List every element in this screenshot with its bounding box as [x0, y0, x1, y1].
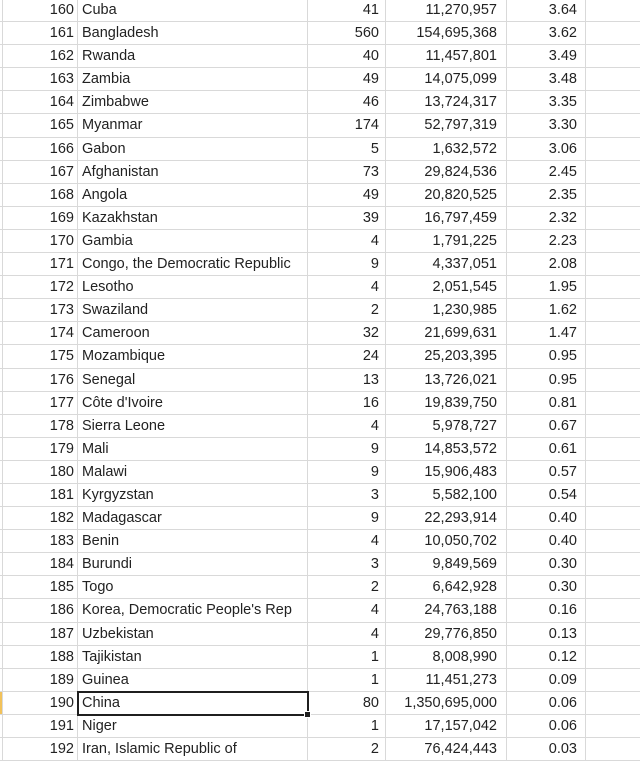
population-cell[interactable]: 13,726,021 [386, 369, 507, 391]
count-cell[interactable]: 24 [308, 345, 386, 367]
table-row [0, 322, 640, 345]
table-row [0, 369, 640, 392]
rate-cell[interactable]: 0.67 [507, 415, 586, 437]
population-cell[interactable]: 1,632,572 [386, 138, 507, 160]
rank-cell[interactable]: 165 [3, 114, 78, 136]
count-cell[interactable]: 4 [308, 530, 386, 552]
country-cell[interactable]: Guinea [78, 669, 308, 691]
empty-cell[interactable] [586, 438, 640, 460]
count-cell[interactable]: 49 [308, 68, 386, 90]
population-cell[interactable]: 9,849,569 [386, 553, 507, 575]
population-cell[interactable]: 11,451,273 [386, 669, 507, 691]
rank-cell[interactable]: 163 [3, 68, 78, 90]
rank-cell[interactable]: 160 [3, 0, 78, 21]
rank-cell[interactable]: 172 [3, 276, 78, 298]
population-cell[interactable]: 1,350,695,000 [386, 692, 507, 714]
rate-cell[interactable]: 3.35 [507, 91, 586, 113]
count-cell[interactable]: 40 [308, 45, 386, 67]
population-cell[interactable]: 25,203,395 [386, 345, 507, 367]
rate-cell[interactable]: 0.30 [507, 576, 586, 598]
table-row [0, 715, 640, 738]
rank-cell[interactable]: 174 [3, 322, 78, 344]
country-cell[interactable]: Korea, Democratic People's Rep [78, 599, 308, 621]
table-row [0, 299, 640, 322]
rate-cell[interactable]: 0.06 [507, 692, 586, 714]
table-row [0, 669, 640, 692]
count-cell[interactable]: 73 [308, 161, 386, 183]
table-row [0, 623, 640, 646]
table-row [0, 184, 640, 207]
table-row [0, 161, 640, 184]
table-row [0, 692, 640, 715]
rate-cell[interactable]: 3.49 [507, 45, 586, 67]
population-cell[interactable]: 14,075,099 [386, 68, 507, 90]
table-row [0, 599, 640, 622]
country-cell[interactable]: Kazakhstan [78, 207, 308, 229]
rate-cell[interactable]: 0.81 [507, 392, 586, 414]
country-cell[interactable]: Mozambique [78, 345, 308, 367]
table-row [0, 576, 640, 599]
count-cell[interactable]: 49 [308, 184, 386, 206]
count-cell[interactable]: 46 [308, 91, 386, 113]
empty-cell[interactable] [586, 91, 640, 113]
population-cell[interactable]: 14,853,572 [386, 438, 507, 460]
empty-cell[interactable] [586, 415, 640, 437]
count-cell[interactable]: 9 [308, 507, 386, 529]
population-cell[interactable]: 29,776,850 [386, 623, 507, 645]
country-cell[interactable]: Malawi [78, 461, 308, 483]
population-cell[interactable]: 154,695,368 [386, 22, 507, 44]
country-cell[interactable]: Angola [78, 184, 308, 206]
population-cell[interactable]: 19,839,750 [386, 392, 507, 414]
rank-cell[interactable]: 190 [3, 692, 78, 714]
count-cell[interactable]: 80 [308, 692, 386, 714]
rank-cell[interactable]: 166 [3, 138, 78, 160]
population-cell[interactable]: 13,724,317 [386, 91, 507, 113]
count-cell[interactable]: 174 [308, 114, 386, 136]
country-cell[interactable]: Lesotho [78, 276, 308, 298]
empty-cell[interactable] [586, 530, 640, 552]
empty-cell[interactable] [586, 253, 640, 275]
count-cell[interactable]: 4 [308, 276, 386, 298]
empty-cell[interactable] [586, 207, 640, 229]
table-row [0, 45, 640, 68]
population-cell[interactable]: 1,230,985 [386, 299, 507, 321]
country-cell[interactable]: Congo, the Democratic Republic [78, 253, 308, 275]
rate-cell[interactable]: 0.12 [507, 646, 586, 668]
country-cell[interactable]: Mali [78, 438, 308, 460]
population-cell[interactable]: 15,906,483 [386, 461, 507, 483]
rate-cell[interactable]: 3.30 [507, 114, 586, 136]
table-row [0, 207, 640, 230]
count-cell[interactable]: 3 [308, 484, 386, 506]
empty-cell[interactable] [586, 599, 640, 621]
rate-cell[interactable]: 3.62 [507, 22, 586, 44]
table-row [0, 68, 640, 91]
table-row [0, 230, 640, 253]
rank-cell[interactable]: 189 [3, 669, 78, 691]
population-cell[interactable]: 5,582,100 [386, 484, 507, 506]
table-row [0, 0, 640, 22]
empty-cell[interactable] [586, 369, 640, 391]
rank-cell[interactable]: 184 [3, 553, 78, 575]
rank-cell[interactable]: 170 [3, 230, 78, 252]
rank-cell[interactable]: 188 [3, 646, 78, 668]
population-cell[interactable]: 11,457,801 [386, 45, 507, 67]
country-cell[interactable]: China [78, 692, 308, 714]
empty-cell[interactable] [586, 669, 640, 691]
country-cell[interactable]: Afghanistan [78, 161, 308, 183]
table-row [0, 91, 640, 114]
country-cell[interactable]: Rwanda [78, 45, 308, 67]
table-row [0, 646, 640, 669]
empty-cell[interactable] [586, 322, 640, 344]
rate-cell[interactable]: 0.95 [507, 369, 586, 391]
table-row [0, 738, 640, 761]
rank-cell[interactable]: 180 [3, 461, 78, 483]
population-cell[interactable]: 21,699,631 [386, 322, 507, 344]
count-cell[interactable]: 39 [308, 207, 386, 229]
rank-cell[interactable]: 186 [3, 599, 78, 621]
count-cell[interactable]: 4 [308, 599, 386, 621]
empty-cell[interactable] [586, 184, 640, 206]
country-cell[interactable]: Sierra Leone [78, 415, 308, 437]
table-row [0, 553, 640, 576]
population-cell[interactable]: 8,008,990 [386, 646, 507, 668]
population-cell[interactable]: 76,424,443 [386, 738, 507, 760]
country-cell[interactable]: Myanmar [78, 114, 308, 136]
count-cell[interactable]: 4 [308, 230, 386, 252]
empty-cell[interactable] [586, 22, 640, 44]
rate-cell[interactable]: 2.08 [507, 253, 586, 275]
population-cell[interactable]: 52,797,319 [386, 114, 507, 136]
country-cell[interactable]: Gambia [78, 230, 308, 252]
rank-cell[interactable]: 182 [3, 507, 78, 529]
count-cell[interactable]: 32 [308, 322, 386, 344]
rate-cell[interactable]: 0.61 [507, 438, 586, 460]
country-cell[interactable]: Bangladesh [78, 22, 308, 44]
population-cell[interactable]: 16,797,459 [386, 207, 507, 229]
table-row [0, 530, 640, 553]
empty-cell[interactable] [586, 553, 640, 575]
population-cell[interactable]: 2,051,545 [386, 276, 507, 298]
empty-cell[interactable] [586, 392, 640, 414]
rate-cell[interactable]: 0.54 [507, 484, 586, 506]
population-cell[interactable]: 20,820,525 [386, 184, 507, 206]
empty-cell[interactable] [586, 461, 640, 483]
country-cell[interactable]: Zimbabwe [78, 91, 308, 113]
count-cell[interactable]: 1 [308, 715, 386, 737]
rank-cell[interactable]: 183 [3, 530, 78, 552]
count-cell[interactable]: 13 [308, 369, 386, 391]
count-cell[interactable]: 9 [308, 253, 386, 275]
country-cell[interactable]: Togo [78, 576, 308, 598]
country-cell[interactable]: Zambia [78, 68, 308, 90]
empty-cell[interactable] [586, 715, 640, 737]
empty-cell[interactable] [586, 623, 640, 645]
rate-cell[interactable]: 0.03 [507, 738, 586, 760]
empty-cell[interactable] [586, 45, 640, 67]
empty-cell[interactable] [586, 276, 640, 298]
country-cell[interactable]: Uzbekistan [78, 623, 308, 645]
country-cell[interactable]: Senegal [78, 369, 308, 391]
country-cell[interactable]: Côte d'Ivoire [78, 392, 308, 414]
empty-cell[interactable] [586, 114, 640, 136]
empty-cell[interactable] [586, 0, 640, 21]
table-row [0, 392, 640, 415]
count-cell[interactable]: 2 [308, 299, 386, 321]
population-cell[interactable]: 24,763,188 [386, 599, 507, 621]
country-cell[interactable]: Cuba [78, 0, 308, 21]
rank-cell[interactable]: 175 [3, 345, 78, 367]
rate-cell[interactable]: 1.95 [507, 276, 586, 298]
population-cell[interactable]: 6,642,928 [386, 576, 507, 598]
rate-cell[interactable]: 1.62 [507, 299, 586, 321]
country-cell[interactable]: Kyrgyzstan [78, 484, 308, 506]
empty-cell[interactable] [586, 692, 640, 714]
table-row [0, 345, 640, 368]
rank-cell[interactable]: 173 [3, 299, 78, 321]
rate-cell[interactable]: 3.64 [507, 0, 586, 21]
rate-cell[interactable]: 0.30 [507, 553, 586, 575]
rate-cell[interactable]: 0.16 [507, 599, 586, 621]
country-cell[interactable]: Madagascar [78, 507, 308, 529]
count-cell[interactable]: 9 [308, 438, 386, 460]
empty-cell[interactable] [586, 646, 640, 668]
count-cell[interactable]: 3 [308, 553, 386, 575]
rate-cell[interactable]: 2.45 [507, 161, 586, 183]
empty-cell[interactable] [586, 138, 640, 160]
count-cell[interactable]: 2 [308, 576, 386, 598]
country-cell[interactable]: Gabon [78, 138, 308, 160]
table-row [0, 415, 640, 438]
rate-cell[interactable]: 3.48 [507, 68, 586, 90]
country-cell[interactable]: Iran, Islamic Republic of [78, 738, 308, 760]
rank-cell[interactable]: 161 [3, 22, 78, 44]
table-row [0, 484, 640, 507]
rank-cell[interactable]: 167 [3, 161, 78, 183]
rate-cell[interactable]: 0.40 [507, 530, 586, 552]
rate-cell[interactable]: 0.06 [507, 715, 586, 737]
table-row [0, 138, 640, 161]
count-cell[interactable]: 560 [308, 22, 386, 44]
country-cell[interactable]: Niger [78, 715, 308, 737]
table-row [0, 438, 640, 461]
country-cell[interactable]: Benin [78, 530, 308, 552]
rate-cell[interactable]: 2.35 [507, 184, 586, 206]
empty-cell[interactable] [586, 161, 640, 183]
rank-cell[interactable]: 187 [3, 623, 78, 645]
rate-cell[interactable]: 0.57 [507, 461, 586, 483]
country-cell[interactable]: Tajikistan [78, 646, 308, 668]
count-cell[interactable]: 5 [308, 138, 386, 160]
count-cell[interactable]: 41 [308, 0, 386, 21]
count-cell[interactable]: 1 [308, 669, 386, 691]
rank-cell[interactable]: 164 [3, 91, 78, 113]
rank-cell[interactable]: 176 [3, 369, 78, 391]
rate-cell[interactable]: 0.13 [507, 623, 586, 645]
table-row [0, 22, 640, 45]
table-row [0, 114, 640, 137]
count-cell[interactable]: 2 [308, 738, 386, 760]
empty-cell[interactable] [586, 345, 640, 367]
population-cell[interactable]: 11,270,957 [386, 0, 507, 21]
count-cell[interactable]: 16 [308, 392, 386, 414]
rank-cell[interactable]: 181 [3, 484, 78, 506]
population-cell[interactable]: 10,050,702 [386, 530, 507, 552]
population-cell[interactable]: 4,337,051 [386, 253, 507, 275]
empty-cell[interactable] [586, 507, 640, 529]
rate-cell[interactable]: 2.23 [507, 230, 586, 252]
empty-cell[interactable] [586, 576, 640, 598]
population-cell[interactable]: 5,978,727 [386, 415, 507, 437]
rank-cell[interactable]: 177 [3, 392, 78, 414]
rank-cell[interactable]: 185 [3, 576, 78, 598]
count-cell[interactable]: 9 [308, 461, 386, 483]
count-cell[interactable]: 4 [308, 415, 386, 437]
count-cell[interactable]: 4 [308, 623, 386, 645]
empty-cell[interactable] [586, 299, 640, 321]
rate-cell[interactable]: 1.47 [507, 322, 586, 344]
table-row [0, 276, 640, 299]
empty-cell[interactable] [586, 484, 640, 506]
country-cell[interactable]: Swaziland [78, 299, 308, 321]
population-cell[interactable]: 22,293,914 [386, 507, 507, 529]
count-cell[interactable]: 1 [308, 646, 386, 668]
empty-cell[interactable] [586, 738, 640, 760]
population-cell[interactable]: 1,791,225 [386, 230, 507, 252]
table-row [0, 461, 640, 484]
rank-cell[interactable]: 162 [3, 45, 78, 67]
empty-cell[interactable] [586, 68, 640, 90]
table-row [0, 253, 640, 276]
rank-cell[interactable]: 171 [3, 253, 78, 275]
rate-cell[interactable]: 2.32 [507, 207, 586, 229]
empty-cell[interactable] [586, 230, 640, 252]
rank-cell[interactable]: 169 [3, 207, 78, 229]
country-cell[interactable]: Burundi [78, 553, 308, 575]
population-cell[interactable]: 29,824,536 [386, 161, 507, 183]
population-cell[interactable]: 17,157,042 [386, 715, 507, 737]
country-cell[interactable]: Cameroon [78, 322, 308, 344]
rate-cell[interactable]: 3.06 [507, 138, 586, 160]
rank-cell[interactable]: 191 [3, 715, 78, 737]
rank-cell[interactable]: 179 [3, 438, 78, 460]
rank-cell[interactable]: 168 [3, 184, 78, 206]
rate-cell[interactable]: 0.40 [507, 507, 586, 529]
rate-cell[interactable]: 0.09 [507, 669, 586, 691]
table-row [0, 507, 640, 530]
rank-cell[interactable]: 178 [3, 415, 78, 437]
rate-cell[interactable]: 0.95 [507, 345, 586, 367]
rank-cell[interactable]: 192 [3, 738, 78, 760]
